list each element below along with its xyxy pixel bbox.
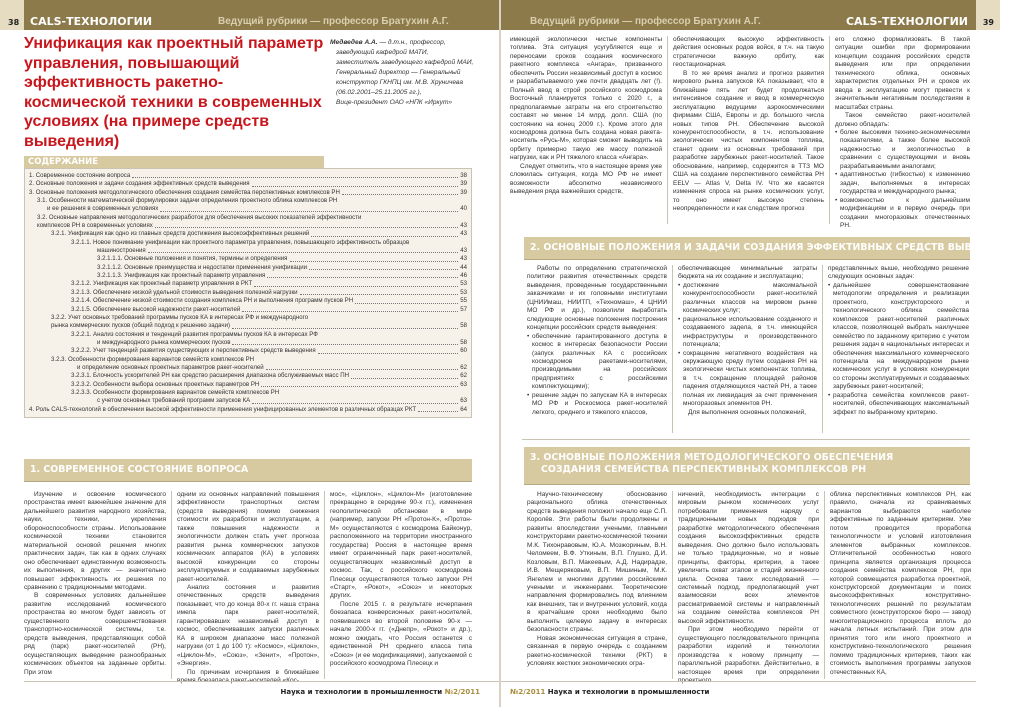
lead-rubric: Ведущий рубрики — профессор Братухин А.Г. — [530, 16, 761, 27]
toc-leader-dots — [342, 189, 458, 195]
toc-leader-dots — [300, 289, 459, 295]
toc-entry[interactable] — [29, 264, 467, 272]
toc-entry-title: 3.2.3.2. Особенности выбора основных проектных параметров РН — [71, 380, 260, 388]
table-of-contents — [24, 156, 472, 418]
paragraph: представленных выше, необходимо решение следующих основных задач: — [828, 265, 969, 281]
toc-entry-title: 3.2.1.4. Обеспечение низкой стоимости создания комплекса РН и выполнения программ пусков РН — [71, 297, 354, 305]
toc-leader-dots — [160, 205, 458, 211]
toc-entry-page: 43 — [460, 255, 467, 263]
toc-entry[interactable] — [29, 297, 467, 305]
list-item: • достижение максимальной конкурентоспособности ракет-носителей различных классов на мировом рынке космических услуг; — [678, 282, 817, 316]
toc-entry-page: 58 — [460, 338, 467, 346]
toc-entry-page: 63 — [460, 397, 467, 405]
toc-entry[interactable] — [29, 172, 467, 180]
list-item: • решение задач по запускам КА в интересах МО РФ и Роскосмоса ракет-носителей легкого, среднего и тяжелого классов, — [527, 392, 667, 417]
toc-entry-title: и определение основных проектных параметров ракет-носителей — [77, 363, 264, 371]
toc-leader-dots — [155, 222, 458, 228]
author-line: — д.т.н., профессор, — [379, 39, 446, 46]
author-line: заведующий кафедрой МАТИ, — [336, 49, 429, 56]
paragraph: Научно-техническому обоснованию рационального облика отечественных средств выведения положил начало еще С.П. Королёв. Эти работы были продолжены и развиты впоследствии учеными, главными конструкторами ракетно-космической техники М.К. Тихонравовым, Ю.А. Мозжориным, В.Н. Челомеем, В.Ф. Уткиным, В.П. Глушко, Д.И. Козловым, В.П. Макеевым, А.Д. Надирадзе, И.В. Мещеряковым, В.П. Мишиным, М.К. Янгелем и многими другими российскими учеными и инженерами. Теоретические направления формировались под влиянием как внешних, так и внутренних условий, когда в кратчайшие сроки необходимо было выполнить целевую задачу в интересах безопасности страны. — [527, 491, 667, 634]
toc-leader-dots — [309, 264, 458, 270]
toc-entry-page: 60 — [460, 347, 467, 355]
toc-entry-page: 39 — [460, 180, 467, 188]
toc-leader-dots — [411, 239, 465, 245]
author-line: (06.02.2001–25.11.2005 гг.), — [336, 89, 422, 96]
toc-entry[interactable] — [29, 364, 467, 372]
list-item: • возможностью к дальнейшим модификациям и в первую очередь при создании многоразовых отечественных РН. — [835, 197, 970, 231]
paragraph: После 2015 г. в результате исчерпания боезапаса конверсионных ракет-носителей, появившихся во второй половине 90-х — начале 2000-х гг. («Днепр», «Рокот» и др.), можно ожидать, что Россия останется с единственной РН среднего класса типа «Союз» (и ее модификациями), запускаемой с российского космодрома Плесецк и — [330, 600, 472, 668]
toc-entry[interactable] — [29, 180, 467, 188]
toc-entry-title: 4. Роль CALS-технологий в обеспечении высокой эффективности применения унифицированных элементов в различных образцах РКТ — [29, 405, 417, 413]
text-column — [19, 491, 171, 679]
toc-list — [24, 168, 472, 418]
toc-entry-title: 3.2.3.3. Особенности формирования вариантов семейств комплексов РН — [71, 388, 280, 396]
list-item: • разработка семейства комплексов ракет-носителей, обеспечивающих максимальный эффект по выбранному критерию. — [828, 392, 969, 417]
toc-entry-page: 58 — [460, 322, 467, 330]
page-number: 38 — [8, 18, 20, 27]
toc-leader-dots — [418, 406, 458, 412]
author-line: конструктор ГКНПЦ им. М.В. Хруничева — [336, 79, 463, 86]
toc-entry[interactable] — [29, 389, 467, 397]
text-column — [672, 491, 824, 679]
toc-entry-title: 2. Основные положения и задачи создания эффективных средств выведения — [29, 180, 250, 188]
text-column — [824, 491, 976, 679]
paragraph: Анализ состояния и развития отечественных средств выведения показывает, что до конца 80-х гг. наша страна имела парк ракет-носителей, гарантировавших независимый доступ в космос, обеспечивавших запуски различных КА в широком диапазоне масс полезной нагрузки (от 1 до 100 т): «Космос», «Циклон», «Циклон-М», «Союз», «Зенит», «Протон», «Энергия». — [177, 583, 319, 668]
text-column — [672, 265, 822, 433]
toc-leader-dots — [266, 364, 459, 370]
toc-leader-dots — [254, 280, 458, 286]
paragraph: облика перспективных комплексов РН, как правило, сначала из сравниваемых вариантов выбираются наиболее эффективные по заданным критериям. Уже потом проводится проработка технологичности и условий изготовления элементов выбранных комплексов. Отличительной особенностью нового принципа является организация процесса создания семейства комплексов РН, при которой совмещается разработка проектной, конструкторской документации и поиск высокоэффективных конструктивно-технологических решений по результатам совместного (конструкторское бюро — завод) многоитерационного процесса вплоть до начала летных испытаний. При этом для принятия того или иного проектного и конструктивно-технологического решения помимо традиционных критериев, таких как стоимость выполнения программы запусков отечественных КА, — [830, 491, 971, 676]
toc-entry[interactable] — [29, 356, 467, 364]
toc-entry-title: 3.2.2. Учет основных требований программы пусков КА в интересах РФ и международного — [51, 313, 309, 321]
toc-entry[interactable] — [29, 214, 467, 222]
toc-heading: СОДЕРЖАНИЕ — [24, 156, 324, 168]
section-1-body — [19, 491, 477, 679]
toc-entry-page: 46 — [460, 272, 467, 280]
text-column — [522, 491, 672, 679]
section-rubric: CALS-ТЕХНОЛОГИИ — [845, 15, 968, 28]
toc-entry[interactable] — [29, 397, 467, 405]
toc-leader-dots — [132, 172, 458, 178]
toc-leader-dots — [261, 381, 458, 387]
text-column — [171, 491, 324, 679]
toc-leader-dots — [318, 347, 459, 353]
toc-entry-title: 3.2.2.2. Учет тенденций развития существующих и перспективных средств выведения — [71, 347, 316, 355]
toc-entry[interactable] — [29, 406, 467, 414]
toc-entry-page: 62 — [460, 363, 467, 371]
toc-entry-title: 3.2.1.1.2. Основные преимущества и недостатки применения унификации — [97, 263, 308, 271]
toc-entry[interactable] — [29, 205, 467, 213]
toc-leader-dots — [232, 339, 458, 345]
toc-leader-dots — [351, 372, 458, 378]
toc-leader-dots — [252, 397, 458, 403]
toc-entry-title: с учетом основных требований программ запусков КА — [97, 397, 251, 405]
toc-entry-title: 3.2.1.1.3. Унификация как проектный параметр управления — [97, 272, 266, 280]
toc-leader-dots — [281, 389, 465, 395]
toc-entry[interactable] — [29, 381, 467, 389]
divider-rule — [522, 439, 970, 440]
bullet-list — [828, 282, 969, 417]
paragraph: Следует отметить, что в настоящее время уже сложилась ситуация, когда МО РФ не имеет возможности абсолютно независимого выведения ряда важнейших средств, — [510, 162, 662, 196]
toc-entry[interactable] — [29, 239, 467, 247]
toc-entry-page: 53 — [460, 280, 467, 288]
bullet-list — [527, 333, 667, 418]
paragraph: ничений, необходимость интеграции с мировым рынком космических услуг потребовали применения наряду с традиционными новых подходов при разработке методологического обеспечения создания высокоэффективных средств выведения. Оно должно было использовать не только традиционные, но и новые принципы, факторы, критерии, а также увеличить охват этапов и стадий жизненного цикла. Основа таких исследований — системный подход, предполагающий учет взаимосвязи всех элементов рассматриваемой системы и направленный на создание семейства комплексов РН высокой эффективности. — [678, 491, 819, 625]
text-column — [829, 36, 975, 229]
toc-entry-title: комплексов РН в современных условиях — [37, 222, 153, 230]
toc-entry-page: 53 — [460, 288, 467, 296]
toc-entry-title: 1. Современное состояние вопроса — [29, 172, 131, 179]
toc-leader-dots — [363, 214, 465, 220]
author-info — [330, 38, 496, 108]
toc-entry-title: 3.2.2.1. Анализ состояния и тенденций развития программы пусков КА в интересах РФ — [71, 330, 318, 338]
paragraph: его сложно формализовать. В такой ситуации ошибки при формировании концепции создания российских средств выведения или при определении технического облика, основных характеристик отдельных РН и сроков их ввода в эксплуатацию могут привести к значительным негативным последствиям в масштабах страны. — [835, 36, 970, 111]
toc-leader-dots — [290, 255, 459, 261]
list-item: • обеспечение гарантированного доступа в космос в интересах безопасности России (запуск различных КА с российских космодромов ракетами-носителями, производимыми на российских предприятиях с российскими комплектующими); — [527, 333, 667, 392]
toc-entry-title: 3.2.1.2. Унификация как проектный параметр управления в РКТ — [71, 280, 253, 288]
toc-leader-dots — [320, 331, 465, 337]
toc-entry[interactable] — [29, 347, 467, 355]
book-spine — [499, 0, 501, 707]
left-page — [0, 0, 500, 707]
bottom-rule — [500, 681, 976, 682]
toc-entry-page: 57 — [460, 305, 467, 313]
toc-entry[interactable] — [29, 280, 467, 288]
text-column — [324, 491, 477, 679]
toc-leader-dots — [256, 356, 465, 362]
journal-name: Наука и технологии в промышленности — [280, 688, 443, 696]
bullet-list — [678, 282, 817, 409]
page-footer — [281, 688, 480, 697]
toc-leader-dots — [339, 197, 465, 203]
toc-entry[interactable] — [29, 372, 467, 380]
paragraph: одним из основных направлений повышения эффективности транспортных систем (средств выведения) помимо снижения стоимости их разработки и эксплуатации, а также повышения надежности и экологичности должен стать учет прогноза развития рынка коммерческих запусков космических аппаратов (КА) в условиях высокой конкуренции со стороны эксплуатируемых и создаваемых зарубежных ракет-носителей. — [177, 491, 319, 583]
text-column — [505, 36, 667, 224]
section-heading: 2. ОСНОВНЫЕ ПОЛОЖЕНИЯ И ЗАДАЧИ СОЗДАНИЯ ЭФФЕКТИВНЫХ СРЕДСТВ ВЫВЕДЕНИЯ — [524, 237, 970, 260]
list-item: • рациональное использование созданного и создаваемого задела, в т.ч. имеющейся инфраструктуры и производственного потенциала; — [678, 316, 817, 350]
author-line: Генеральный директор — Генеральный — [336, 69, 461, 76]
toc-leader-dots — [311, 230, 458, 236]
toc-entry[interactable] — [29, 255, 467, 263]
section-heading-line: 3. ОСНОВНЫЕ ПОЛОЖЕНИЯ МЕТОДОЛОГИЧЕСКОГО ОБЕСПЕЧЕНИЯ — [530, 452, 894, 463]
paragraph: мос», «Циклон», «Циклон-М» (изготовление прекращено в середине 90-х гг.), изменения геополитической обстановки в мире (например, запуски РН «Протон-К», «Протон-М» осуществляются с космодрома Байконур, расположенного на территории иностранного государства) Россия в настоящее время имеет ограниченный парк ракет-носителей, осуществляющих независимый доступ в космос. Так, с российского космодрома Плесецк осуществляются только запуски РН «Старт», «Рокот», «Союз» и некоторых других. — [330, 491, 472, 600]
list-item: • более высокими технико-экономическими показателями, а также более высокой надежностью и экологичностью в сравнении с существующими и вновь разрабатываемыми аналогами; — [835, 129, 970, 171]
toc-entry-page: 38 — [460, 172, 467, 179]
list-item: • сокращение негативного воздействия на окружающую среду путем создания РН на экологически чистых компонентах топлива, в т.ч. сокращение площадей районов падения отделяющихся частей РН, а также полная их ликвидация за счет применения многоразовых элементов РН. — [678, 350, 817, 409]
toc-leader-dots — [310, 314, 465, 320]
paragraph: Работы по определению стратегической политики развития отечественных средств выведения, проведенные государственными заказчиками и их головными институтами (ЦНИИмаш, НИИТП, «Техномаш», 4 ЦНИИ МО РФ и др.), позволили выработать следующие основные положения построения концепции российских средств выведения: — [527, 265, 667, 332]
list-item: • дальнейшее совершенствование методологии определения и реализации проектного, конструкторского и технологического облика семейства комплексов ракет-носителей различных классов, позволяющей выбрать наилучшее семейство по заданному критерию с учетом решения задач в национальных интересах и обеспечения максимального коммерческого потенциала на международном рынке космических услуг в условиях конкуренции со стороны эксплуатируемых и создаваемых зарубежных ракет-носителей; — [828, 282, 969, 392]
author-line: заместитель заведующего кафедрой МАИ, — [336, 59, 474, 66]
section-3-body — [522, 491, 976, 679]
toc-entry-page: 43 — [460, 222, 467, 230]
toc-entry[interactable] — [29, 331, 467, 339]
toc-entry-title: 3.2.1.1.1. Основные положения и понятия, термины и определения — [97, 255, 288, 263]
toc-entry[interactable] — [29, 314, 467, 322]
toc-entry-title: и международного рынка коммерческих пусков — [97, 338, 231, 346]
toc-entry[interactable] — [29, 197, 467, 205]
toc-entry-title: 3.2.3.1. Блочность ускорителей РН как средство расширения диапазона обслуживаемых масс ПН — [71, 372, 349, 380]
author-line: Вице-президент ОАО «НПК «Иркут» — [336, 99, 453, 106]
toc-entry-title: и ее решения в современных условиях — [47, 205, 159, 213]
paragraph: Такое семейство ракет-носителей должно обладать: — [835, 112, 970, 128]
toc-entry-page: 63 — [460, 380, 467, 388]
toc-entry-page: 55 — [460, 297, 467, 305]
toc-entry[interactable] — [29, 189, 467, 197]
toc-entry-title: машиностроения — [97, 247, 146, 255]
paragraph: При этом необходимо перейти от существующего последовательного принципа разработки изделий и технологии производства к новому принципу — параллельной разработки. Действительно, в настоящее время при определении — [678, 626, 819, 676]
toc-entry-page: 39 — [460, 188, 467, 196]
toc-entry-page: 62 — [460, 372, 467, 380]
toc-leader-dots — [267, 272, 458, 278]
toc-entry-title: 3.2.1.3. Обеспечение низкой удельной стоимости выведения полезной нагрузки — [71, 288, 298, 296]
toc-entry-title: 3.2.1. Унификация как одно из главных средств достижения высокоэффективных решений — [51, 230, 310, 238]
right-page — [500, 0, 1016, 707]
bottom-rule — [24, 681, 500, 682]
toc-entry[interactable] — [29, 322, 467, 330]
toc-entry[interactable] — [29, 272, 467, 280]
paragraph: обеспечивающих высокую эффективность действия основных родов войск, в т.ч. на такую стратегически важную орбиту, как геостационарная. — [673, 36, 824, 69]
paragraph: В современных условиях дальнейшее развитие исследований космического пространства во многом будет зависеть от существенного совершенствования транспортно-космической системы, т.е. средств выведения, представляющих собой ряд (парк) ракет-носителей (РН), осуществляющих выведение разнообразных космических объектов на заданные орбиты. При этом — [24, 592, 166, 676]
paragraph: Новая экономическая ситуация в стране, связанная в первую очередь с созданием ракетно-космической техники (РКТ) в условиях жестких экономических огра- — [527, 634, 667, 668]
section-heading — [524, 447, 970, 485]
paragraph: Для выполнения основных положений, — [688, 408, 807, 416]
list-item: • адаптивностью (гибкостью) к изменению задач, выполняемых в интересах государства и международного рынка; — [835, 171, 970, 196]
toc-entry-title: 3.2. Основные направления методологических разработок для обеспечения высоких показателей эффективности — [37, 213, 362, 221]
continued-body — [505, 36, 975, 229]
bullet-list — [835, 129, 970, 230]
section-rubric: CALS-ТЕХНОЛОГИИ — [30, 15, 153, 28]
toc-leader-dots — [232, 322, 458, 328]
toc-entry[interactable] — [29, 247, 467, 255]
toc-leader-dots — [242, 306, 458, 312]
text-column — [667, 36, 829, 224]
paragraph: обеспечивающее минимальные затраты бюджета на их создание и эксплуатацию; — [678, 265, 817, 281]
toc-entry-title: рынка коммерческих пусков (общий подход к решению задачи) — [51, 322, 231, 330]
paragraph: Изучение и освоение космического пространства имеет важнейшее значение для дальнейшего развития народного хозяйства, науки, техники, укрепления обороноспособности страны. Использование космической техники становится материальной основой решения многих практических задач, так как в одних случаях оно обеспечивает единственную возможность их выполнения, в других — значительно повышает эффективность их решения по сравнению с традиционными методами. — [24, 491, 166, 591]
toc-entry-title: 3.2.1.1. Новое понимание унификации как проектного параметра управления, повышающего эффективность образцов — [71, 238, 410, 246]
section-heading: 1. СОВРЕМЕННОЕ СОСТОЯНИЕ ВОПРОСА — [24, 459, 472, 482]
toc-entry[interactable] — [29, 230, 467, 238]
page-number: 39 — [982, 18, 994, 27]
text-column — [522, 265, 672, 433]
lead-rubric: Ведущий рубрики — профессор Братухин А.Г. — [218, 16, 449, 27]
toc-entry[interactable] — [29, 306, 467, 314]
toc-entry-title: 3. Основные положения методологического обеспечения создания семейства перспективных комплексов РН — [29, 188, 340, 196]
issue-number: №2/2011 — [510, 688, 546, 696]
toc-entry[interactable] — [29, 339, 467, 347]
toc-leader-dots — [252, 180, 459, 186]
toc-entry-title: 3.2.1.5. Обеспечение высокой надежности ракет-носителей — [71, 305, 241, 313]
article-title: Унификация как проектный параметр управления, повышающий эффективность ракетно-космической техники в современных условиях (на примере средств выведения) — [24, 35, 324, 150]
issue-number: №2/2011 — [444, 688, 480, 696]
toc-entry-page: 44 — [460, 263, 467, 271]
journal-name: Наука и технологии в промышленности — [547, 688, 710, 696]
toc-entry-page: 64 — [460, 405, 467, 413]
author-name: Медведев А.А. — [330, 39, 378, 46]
toc-entry[interactable] — [29, 222, 467, 230]
toc-leader-dots — [148, 247, 459, 253]
toc-entry-title: 3.1. Особенности математической формулировки задачи определения проектного облика комплексов РН — [37, 197, 338, 205]
paragraph: В то же время анализ и прогноз развития мирового рынка запусков КА показывает, что в ближайшие пять лет будет продолжаться интенсивное создание и ввод в коммерческую эксплуатацию ведущими аэрокосмическими фирмами США, Европы и др. большого числа новых типов РН. Обеспечение высокой конкурентоспособности, в т.ч. использование экологически чистых компонентов топлива, станет одним из основных требований при разработке зарубежных ракет-носителей. Такое обоснование, например, содержится в ТТЗ МО США на создание перспективного семейства РН EELV — Atlas V, Delta IV. Что же касается изменения спроса на рынке космических услуг, то оно имеет высокую степень неопределенности и как следствие прогноз — [673, 69, 824, 213]
paragraph: По причинам исчерпания в ближайшее — [187, 668, 319, 676]
paragraph: имеющей экологически чистые компоненты топлива. Эта ситуация усугубляется еще и переносами сроков создания космического ракетного комплекса «Ангара», призванного обеспечить России независимый доступ в космос и разрабатываемого уже почти двадцать лет (!). Полный ввод в строй российского космодрома Восточный планируется только с 2020 г., а предполагаемые затраты на его строительство составят не менее 14 млрд. долл. США (по состоянию на конец 2009 г.). Кроме этого для космодрома должна быть создана новая ракета-носитель «Русь-М», которая сможет выводить на орбиту примерно такую же массу полезной нагрузки, как и РН тяжелого класса «Ангара». — [510, 36, 662, 162]
page-footer — [510, 688, 709, 697]
text-column — [822, 265, 974, 433]
toc-entry-page: 43 — [460, 247, 467, 255]
toc-entry-page: 43 — [460, 230, 467, 238]
toc-entry-title: 3.2.3. Особенности формирования вариантов семейств комплексов РН — [51, 355, 255, 363]
toc-entry[interactable] — [29, 289, 467, 297]
section-2-body — [522, 265, 974, 433]
toc-leader-dots — [355, 297, 458, 303]
section-heading-line: СОЗДАНИЯ СЕМЕЙСТВА ПЕРСПЕКТИВНЫХ КОМПЛЕКСОВ РН — [541, 464, 867, 475]
toc-entry-page: 40 — [460, 205, 467, 213]
